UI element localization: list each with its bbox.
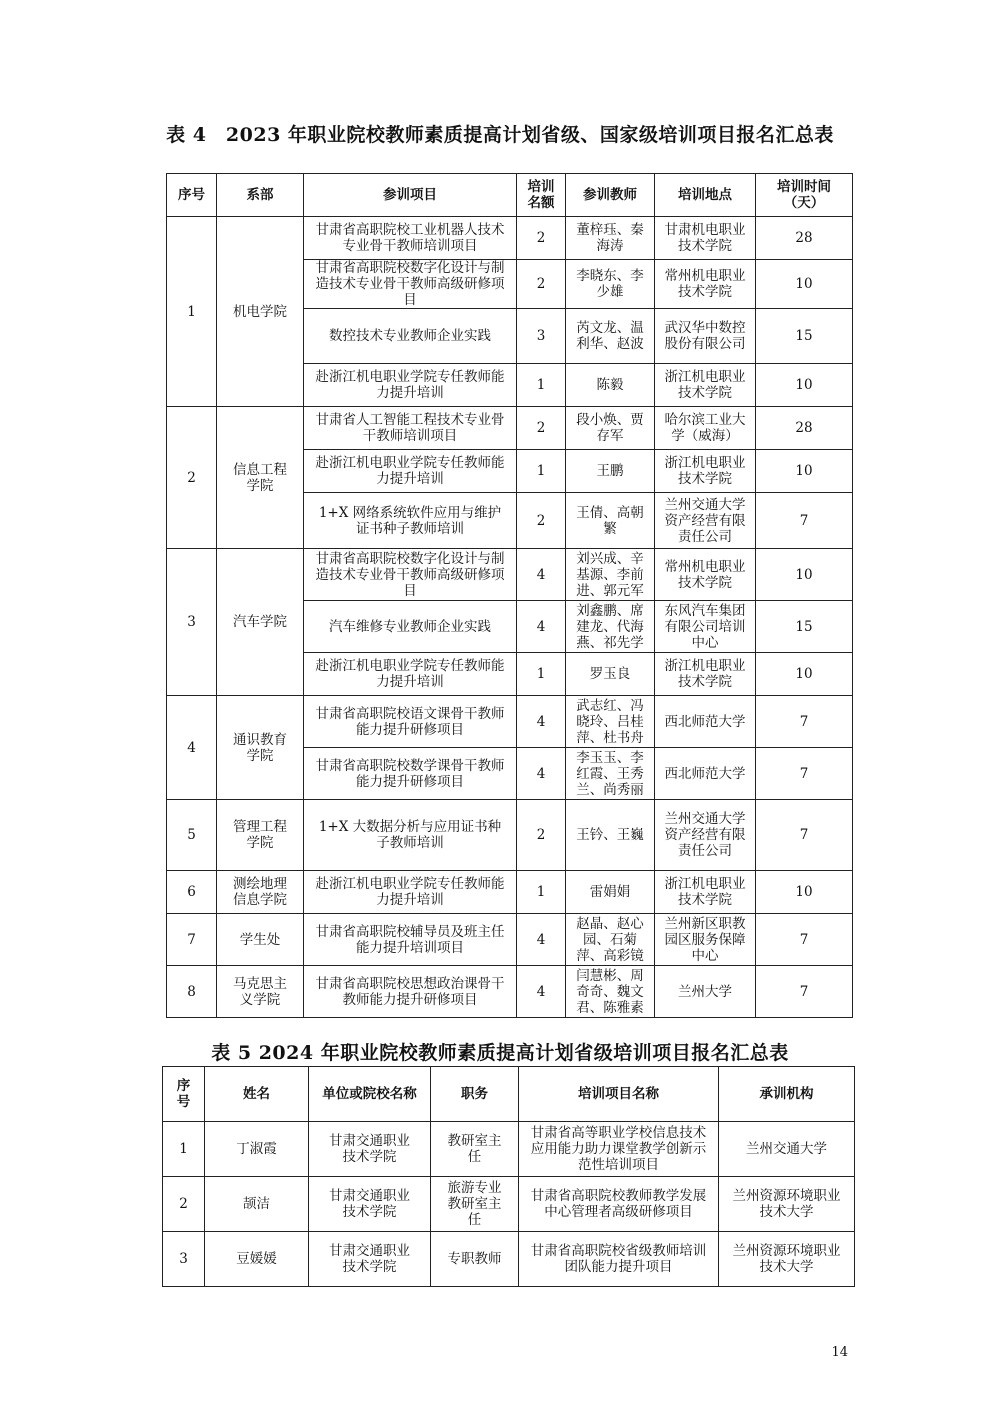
table4-project: 数控技术专业教师企业实践 [304, 309, 517, 364]
table4-title: 表 4 2023 年职业院校教师素质提高计划省级、国家级培训项目报名汇总表 [166, 124, 834, 146]
table4-teachers: 刘鑫鹏、席建龙、代海燕、祁先学 [566, 601, 655, 653]
table4-quota: 1 [517, 364, 566, 407]
table4-days: 10 [756, 871, 853, 914]
table5-unit: 甘肃交通职业技术学院 [309, 1177, 431, 1232]
table4-quota: 4 [517, 914, 566, 966]
table4-group-number: 3 [167, 549, 217, 696]
table4-days: 15 [756, 601, 853, 653]
table4-row [167, 407, 853, 450]
table4-place: 常州机电职业技术学院 [655, 260, 756, 309]
table4-row [167, 696, 853, 748]
table4-department: 测绘地理信息学院 [217, 871, 304, 914]
table4-row [167, 549, 853, 601]
table4-project: 甘肃省高职院校数学课骨干教师能力提升研修项目 [304, 748, 517, 800]
table4-teachers: 李玉玉、李红霞、王秀兰、尚秀丽 [566, 748, 655, 800]
table4-quota: 1 [517, 653, 566, 696]
table4-body [167, 217, 853, 1018]
table4-teachers: 王倩、高朝繁 [566, 493, 655, 549]
table4-header-cell: 培训名额 [517, 174, 566, 217]
table5-number: 1 [163, 1122, 205, 1177]
table4-teachers: 武志红、冯晓玲、吕桂萍、杜书舟 [566, 696, 655, 748]
table4-days: 7 [756, 800, 853, 871]
table5-org: 兰州资源环境职业技术大学 [719, 1232, 855, 1287]
table4-project: 汽车维修专业教师企业实践 [304, 601, 517, 653]
table4-place: 浙江机电职业技术学院 [655, 450, 756, 493]
table4-row [167, 871, 853, 914]
table5-body [163, 1122, 855, 1287]
table4-project: 赴浙江机电职业学院专任教师能力提升培训 [304, 653, 517, 696]
table4-project: 赴浙江机电职业学院专任教师能力提升培训 [304, 450, 517, 493]
table5-header-cell: 姓名 [205, 1067, 309, 1122]
table4-days: 7 [756, 966, 853, 1018]
table4-group-number: 6 [167, 871, 217, 914]
table5-header-row [163, 1067, 855, 1122]
table4-project: 1+X 大数据分析与应用证书种子教师培训 [304, 800, 517, 871]
table4-department: 通识教育学院 [217, 696, 304, 800]
table4-teachers: 李晓东、李少雄 [566, 260, 655, 309]
table4-days: 28 [756, 217, 853, 260]
table4-place: 兰州交通大学资产经营有限责任公司 [655, 493, 756, 549]
table4-teachers: 闫慧彬、周奇奇、魏文君、陈雅素 [566, 966, 655, 1018]
table5-project: 甘肃省高等职业学校信息技术应用能力助力课堂教学创新示范性培训项目 [519, 1122, 719, 1177]
table4-days: 10 [756, 364, 853, 407]
page-number: 14 [831, 1345, 848, 1360]
table4-group-number: 7 [167, 914, 217, 966]
table5-title: 表 5 2024 年职业院校教师素质提高计划省级培训项目报名汇总表 [211, 1042, 789, 1064]
table4-days: 10 [756, 450, 853, 493]
table4-project: 甘肃省高职院校语文课骨干教师能力提升研修项目 [304, 696, 517, 748]
table4-quota: 4 [517, 966, 566, 1018]
table4-header-cell: 培训地点 [655, 174, 756, 217]
table4-place: 武汉华中数控股份有限公司 [655, 309, 756, 364]
table5-duty: 教研室主任 [431, 1122, 519, 1177]
table4-days: 7 [756, 696, 853, 748]
table4-project: 1+X 网络系统软件应用与维护证书种子教师培训 [304, 493, 517, 549]
table4-place: 兰州大学 [655, 966, 756, 1018]
table4-place: 浙江机电职业技术学院 [655, 364, 756, 407]
table5-number: 3 [163, 1232, 205, 1287]
table4-department: 汽车学院 [217, 549, 304, 696]
table4-header-cell: 序号 [167, 174, 217, 217]
table4-teachers: 段小焕、贾存军 [566, 407, 655, 450]
table4-row [167, 800, 853, 871]
table4-place: 哈尔滨工业大学（威海） [655, 407, 756, 450]
table4-group-number: 5 [167, 800, 217, 871]
table4-department: 信息工程学院 [217, 407, 304, 549]
table4-teachers: 赵晶、赵心园、石菊萍、高彩镜 [566, 914, 655, 966]
table4-group-number: 4 [167, 696, 217, 800]
table4-quota: 1 [517, 450, 566, 493]
table4-project: 赴浙江机电职业学院专任教师能力提升培训 [304, 871, 517, 914]
table4-teachers: 王鹏 [566, 450, 655, 493]
table4-teachers: 董梓珏、秦海涛 [566, 217, 655, 260]
table5-project: 甘肃省高职院校教师教学发展中心管理者高级研修项目 [519, 1177, 719, 1232]
table4-place: 常州机电职业技术学院 [655, 549, 756, 601]
table5-duty: 专职教师 [431, 1232, 519, 1287]
table4-project: 甘肃省高职院校辅导员及班主任能力提升培训项目 [304, 914, 517, 966]
table4-quota: 2 [517, 407, 566, 450]
table4-days: 10 [756, 653, 853, 696]
table4-quota: 2 [517, 800, 566, 871]
table5-project: 甘肃省高职院校省级教师培训团队能力提升项目 [519, 1232, 719, 1287]
table5-header-cell: 培训项目名称 [519, 1067, 719, 1122]
table5-row [163, 1232, 855, 1287]
table4-project: 赴浙江机电职业学院专任教师能力提升培训 [304, 364, 517, 407]
table5-row [163, 1122, 855, 1177]
table4-project: 甘肃省高职院校数字化设计与制造技术专业骨干教师高级研修项目 [304, 549, 517, 601]
table4-days: 10 [756, 260, 853, 309]
table4-department: 管理工程学院 [217, 800, 304, 871]
table4-place: 东风汽车集团有限公司培训中心 [655, 601, 756, 653]
table5-number: 2 [163, 1177, 205, 1232]
table4-project: 甘肃省高职院校数字化设计与制造技术专业骨干教师高级研修项目 [304, 260, 517, 309]
table5-header-cell: 单位或院校名称 [309, 1067, 431, 1122]
table4-header-row [167, 174, 853, 217]
table4-days: 28 [756, 407, 853, 450]
table4-project: 甘肃省高职院校工业机器人技术专业骨干教师培训项目 [304, 217, 517, 260]
table5-header-cell: 序号 [163, 1067, 205, 1122]
table4-place: 兰州交通大学资产经营有限责任公司 [655, 800, 756, 871]
table4-place: 兰州新区职教园区服务保障中心 [655, 914, 756, 966]
table5-org: 兰州交通大学 [719, 1122, 855, 1177]
table5-org: 兰州资源环境职业技术大学 [719, 1177, 855, 1232]
table4-quota: 2 [517, 260, 566, 309]
table5-unit: 甘肃交通职业技术学院 [309, 1232, 431, 1287]
table4-quota: 2 [517, 217, 566, 260]
table4-place: 甘肃机电职业技术学院 [655, 217, 756, 260]
table4-days: 10 [756, 549, 853, 601]
table4-department: 马克思主义学院 [217, 966, 304, 1018]
table4-header-cell: 参训项目 [304, 174, 517, 217]
table4-quota: 4 [517, 748, 566, 800]
table4-group-number: 1 [167, 217, 217, 407]
table4-teachers: 刘兴成、辛基源、李前进、郭元军 [566, 549, 655, 601]
table4-quota: 1 [517, 871, 566, 914]
table4 [166, 173, 853, 1018]
table4-row [167, 966, 853, 1018]
table4-days: 7 [756, 748, 853, 800]
table4-project: 甘肃省高职院校思想政治课骨干教师能力提升研修项目 [304, 966, 517, 1018]
table4-quota: 4 [517, 601, 566, 653]
table4-row [167, 914, 853, 966]
table4-header-cell: 培训时间（天） [756, 174, 853, 217]
table4-place: 西北师范大学 [655, 696, 756, 748]
table4-days: 7 [756, 493, 853, 549]
table4-quota: 4 [517, 696, 566, 748]
table5-name: 豆媛媛 [205, 1232, 309, 1287]
table4-header-cell: 系部 [217, 174, 304, 217]
table4-teachers: 罗玉良 [566, 653, 655, 696]
table4-place: 浙江机电职业技术学院 [655, 871, 756, 914]
table4-department: 学生处 [217, 914, 304, 966]
table4-teachers: 雷娟娟 [566, 871, 655, 914]
table4-project: 甘肃省人工智能工程技术专业骨干教师培训项目 [304, 407, 517, 450]
table4-place: 西北师范大学 [655, 748, 756, 800]
table4-teachers: 芮文龙、温利华、赵波 [566, 309, 655, 364]
table5-header-cell: 承训机构 [719, 1067, 855, 1122]
table5-name: 丁淑霞 [205, 1122, 309, 1177]
table4-header-cell: 参训教师 [566, 174, 655, 217]
table4-days: 15 [756, 309, 853, 364]
table4-teachers: 陈毅 [566, 364, 655, 407]
table5-header-cell: 职务 [431, 1067, 519, 1122]
table5 [162, 1066, 855, 1287]
table5-row [163, 1177, 855, 1232]
table4-quota: 4 [517, 549, 566, 601]
table4-quota: 2 [517, 493, 566, 549]
table5-name: 颉洁 [205, 1177, 309, 1232]
table4-place: 浙江机电职业技术学院 [655, 653, 756, 696]
table5-duty: 旅游专业教研室主任 [431, 1177, 519, 1232]
table4-days: 7 [756, 914, 853, 966]
table4-group-number: 8 [167, 966, 217, 1018]
table4-quota: 3 [517, 309, 566, 364]
table4-department: 机电学院 [217, 217, 304, 407]
table5-unit: 甘肃交通职业技术学院 [309, 1122, 431, 1177]
table4-teachers: 王钤、王巍 [566, 800, 655, 871]
table4-group-number: 2 [167, 407, 217, 549]
table4-row [167, 217, 853, 260]
